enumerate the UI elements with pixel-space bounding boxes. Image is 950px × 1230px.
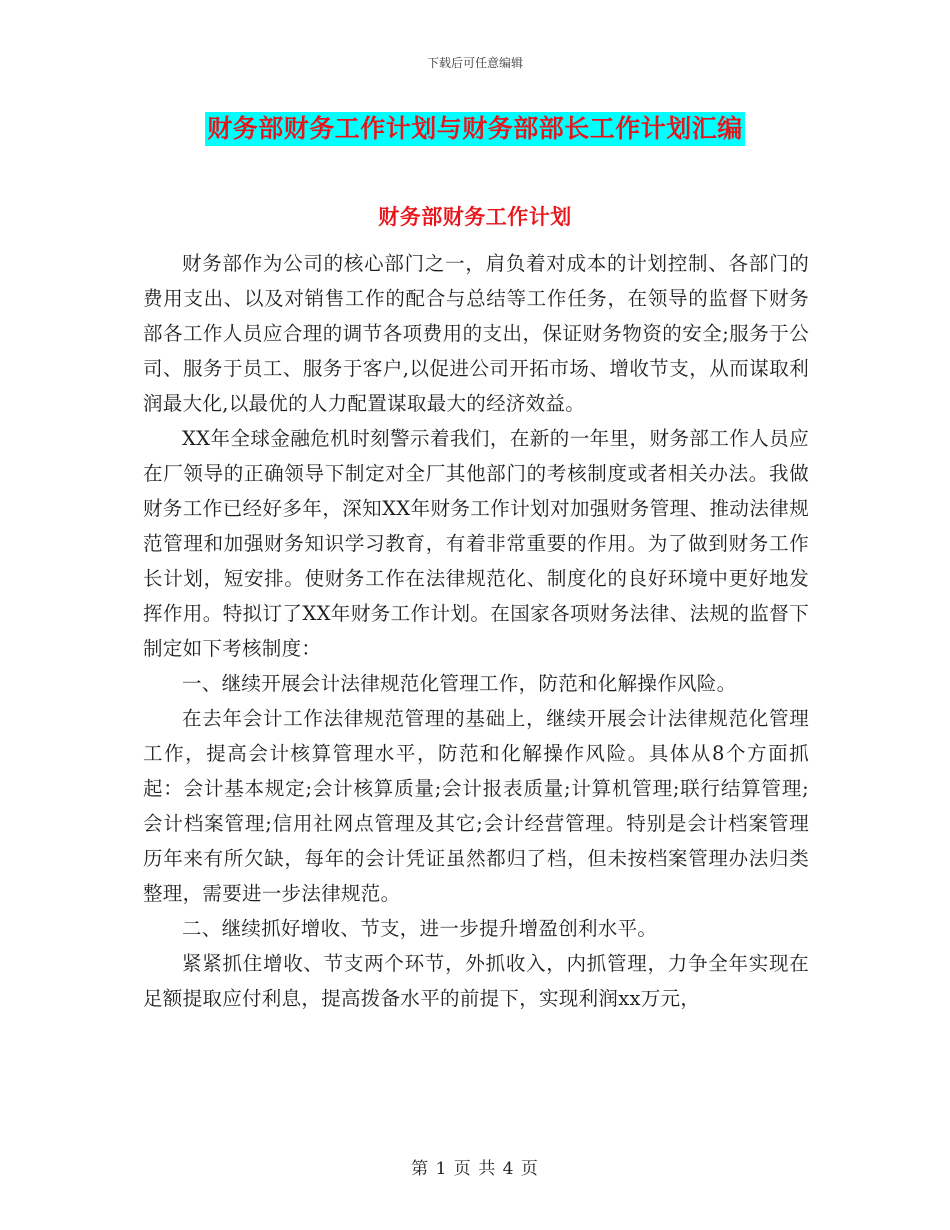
document-body <box>143 246 809 1016</box>
section-heading: 二、继续抓好增收、节支，进一步提升增盈创利水平。 <box>182 917 658 940</box>
page-number: 第 1 页 共 4 页 <box>411 1159 539 1179</box>
section-heading: 一、继续开展会计法律规范化管理工作，防范和化解操作风险。 <box>182 672 737 695</box>
section-title: 财务部财务工作计划 <box>378 204 572 229</box>
paragraph: XX年全球金融危机时刻警示着我们，在新的一年里，财务部工作人员应在厂领导的正确领导下制定对全厂其他部门的考核制度或者相关办法。我做财务工作已经好多年，深知XX年财务工作计划对加强财务管理、推动法律规范管理和加强财务知识学习教育，有着非常重要的作用。为了做到财务工作长计划，短安排。使财务工作在法律规范化、制度化的良好环境中更好地发挥作用。特拟订了XX年财务工作计划。在国家各项财务法律、法规的监督下制定如下考核制度： <box>143 427 809 660</box>
paragraph: 在去年会计工作法律规范管理的基础上，继续开展会计法律规范化管理工作，提高会计核算管理水平，防范和化解操作风险。具体从8个方面抓起：会计基本规定;会计核算质量;会计报表质量;计算机管理;联行结算管理;会计档案管理;信用社网点管理及其它;会计经营管理。特别是会计档案管理历年来有所欠缺，每年的会计凭证虽然都归了档，但未按档案管理办法归类整理，需要进一步法律规范。 <box>143 707 809 905</box>
main-title-container <box>0 112 950 146</box>
paragraph: 紧紧抓住增收、节支两个环节，外抓收入，内抓管理，力争全年实现在足额提取应付利息，提高拨备水平的前提下，实现利润xx万元， <box>143 952 809 1010</box>
paragraph: 财务部作为公司的核心部门之一，肩负着对成本的计划控制、各部门的费用支出、以及对销售工作的配合与总结等工作任务，在领导的监督下财务部各工作人员应合理的调节各项费用的支出，保证财务物资的安全;服务于公司、服务于员工、服务于客户,以促进公司开拓市场、增收节支，从而谋取利润最大化,以最优的人力配置谋取最大的经济效益。 <box>143 252 809 415</box>
document-title: 财务部财务工作计划与财务部部长工作计划汇编 <box>205 112 745 146</box>
header-note: 下载后可任意编辑 <box>426 56 523 70</box>
